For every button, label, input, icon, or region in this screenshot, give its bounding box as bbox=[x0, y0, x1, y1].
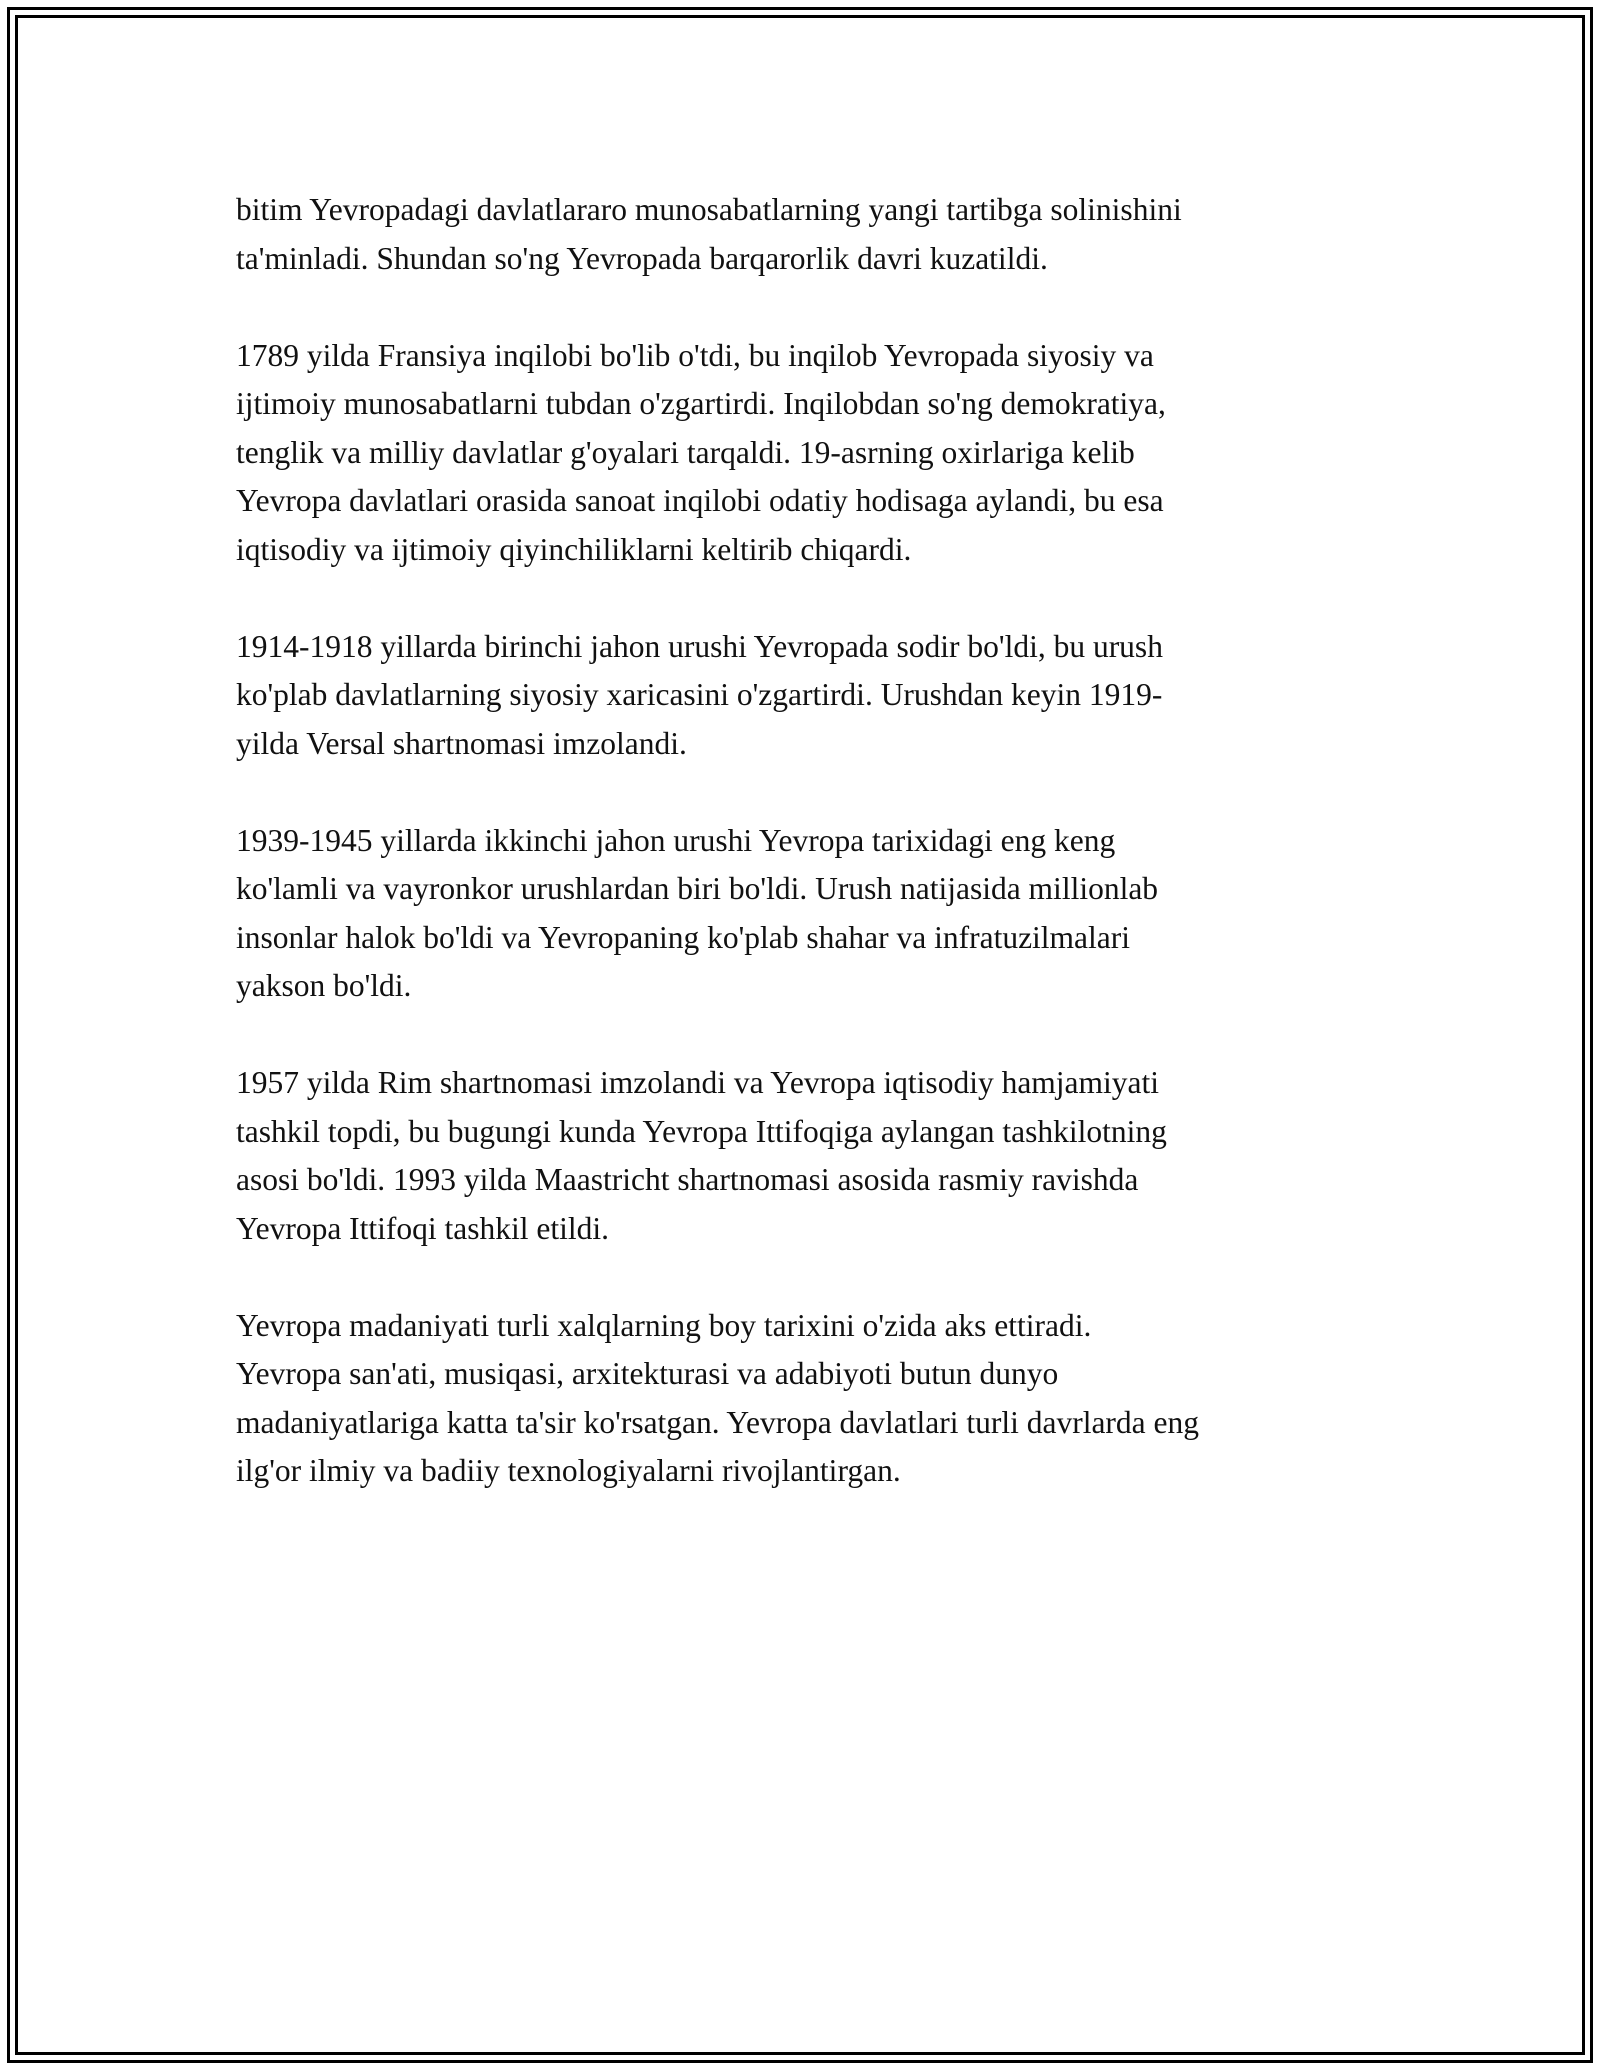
paragraph-european-union: 1957 yilda Rim shartnomasi imzolandi va Yevropa iqtisodiy hamjamiyati tashkil topdi, bu bugungi kunda Yevropa Ittifoqiga aylangan tashkilotning asosi bo'ldi. 1993 yilda Maastricht shartnomasi asosida rasmiy ravishda Yevropa Ittifoqi tashkil etildi. bbox=[236, 1065, 1167, 1246]
paragraph-world-war-one: 1914-1918 yillarda birinchi jahon urushi Yevropada sodir bo'ldi, bu urush ko'plab davlatlarning siyosiy xaricasini o'zgartirdi. Urushdan keyin 1919- yilda Versal shartnomasi imzolandi. bbox=[236, 628, 1163, 761]
paragraph-european-culture: Yevropa madaniyati turli xalqlarning boy tarixini o'zida aks ettiradi. Yevropa san'ati, musiqasi, arxitekturasi va adabiyoti butun dunyo madaniyatlariga katta ta'sir ko'rsatgan. Yevropa davlatlari turli davrlarda eng ilg'or ilmiy va badiiy texnologiyalarni rivojlantirgan. bbox=[236, 1307, 1200, 1488]
paragraph-versailles-intro: bitim Yevropadagi davlatlararo munosabatlarning yangi tartibga solinishini ta'minladi. Shundan so'ng Yevropada barqarorlik davri kuzatildi. bbox=[236, 192, 1182, 276]
document-body bbox=[236, 186, 1376, 1544]
paragraph-french-revolution: 1789 yilda Fransiya inqilobi bo'lib o'tdi, bu inqilob Yevropada siyosiy va ijtimoiy munosabatlarni tubdan o'zgartirdi. Inqilobdan so'ng demokratiya, tenglik va milliy davlatlar g'oyalari tarqaldi. 19-asrning oxirlariga kelib Yevropa davlatlari orasida sanoat inqilobi odatiy hodisaga aylandi, bu esa iqtisodiy va ijtimoiy qiyinchiliklarni keltirib chiqardi. bbox=[236, 337, 1166, 567]
paragraph-world-war-two: 1939-1945 yillarda ikkinchi jahon urushi Yevropa tarixidagi eng keng ko'lamli va vayronkor urushlardan biri bo'ldi. Urush natijasida millionlab insonlar halok bo'ldi va Yevropaning ko'plab shahar va infratuzilmalari yakson bo'ldi. bbox=[236, 822, 1159, 1003]
